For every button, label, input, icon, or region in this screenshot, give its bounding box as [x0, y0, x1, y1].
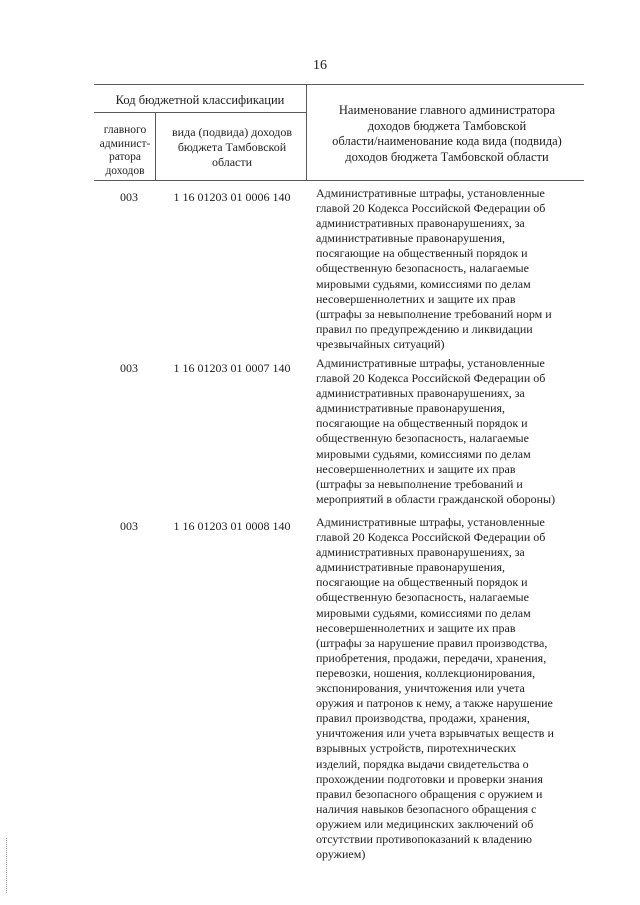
page-number: 16	[313, 58, 327, 73]
header-group-rule	[94, 112, 306, 113]
revenue-name: Административные штрафы, установленные главой 20 Кодекса Российской Федерации об административных правонарушениях, за административные правонарушения, посягающие на общественный порядок и общественную безопасность, налагаемые мировыми судьями, комиссиями по делам несовершеннолетних и защите их прав (штрафы за невыполнение требований и мероприятий в области гражданской обороны)	[316, 356, 556, 506]
header-name-column: Наименование главного администратора доходов бюджета Тамбовской области/наименование кода вида (подвида) доходов бюджета Тамбовской области	[332, 103, 562, 164]
column-divider-1	[155, 113, 156, 180]
header-kbk-column: вида (подвида) доходов бюджета Тамбовской области	[172, 125, 292, 169]
kbk-code: 1 16 01203 01 0006 140	[173, 190, 291, 204]
scan-margin-dots	[6, 838, 8, 893]
admin-code: 003	[120, 190, 138, 204]
kbk-code: 1 16 01203 01 0007 140	[173, 361, 291, 375]
revenue-name: Административные штрафы, установленные главой 20 Кодекса Российской Федерации об административных правонарушениях, за административные правонарушения, посягающие на общественный порядок и общественную безопасность, налагаемые мировыми судьями, комиссиями по делам несовершеннолетних и защите их прав (штрафы за невыполнение требований норм и правил по предупреждению и ликвидации чрезвычайных ситуаций)	[316, 186, 552, 351]
revenue-name: Административные штрафы, установленные главой 20 Кодекса Российской Федерации об административных правонарушениях, за административные правонарушения, посягающие на общественный порядок и общественную безопасность, налагаемые мировыми судьями, комиссиями по делам несовершеннолетних и защите их прав (штрафы за нарушение правил производства, приобретения, продажи, передачи, хранения, перевозки, ношения, коллекционирования, экспонирования, уничтожения или учета оружия и патронов к нему, а также нарушение правил производства, продажи, хранения, уничтожения или учета взрывчатых веществ и взрывных устройств, пиротехнических изделий, порядка выдачи свидетельства о прохождении подготовки и проверки знания правил безопасного обращения с оружием и наличия навыков безопасного обращения с оружием или медицинских заключений об отсутствии противопоказаний к владению оружием)	[316, 515, 554, 862]
header-group-title: Код бюджетной классификации	[115, 93, 285, 107]
kbk-code: 1 16 01203 01 0008 140	[173, 519, 291, 533]
header-bottom-rule	[94, 180, 584, 181]
admin-code: 003	[120, 519, 138, 533]
column-divider-2	[306, 84, 307, 180]
table-top-rule	[94, 84, 584, 85]
admin-code: 003	[120, 361, 138, 375]
header-admin-column: главного админист- ратора доходов	[99, 124, 151, 177]
